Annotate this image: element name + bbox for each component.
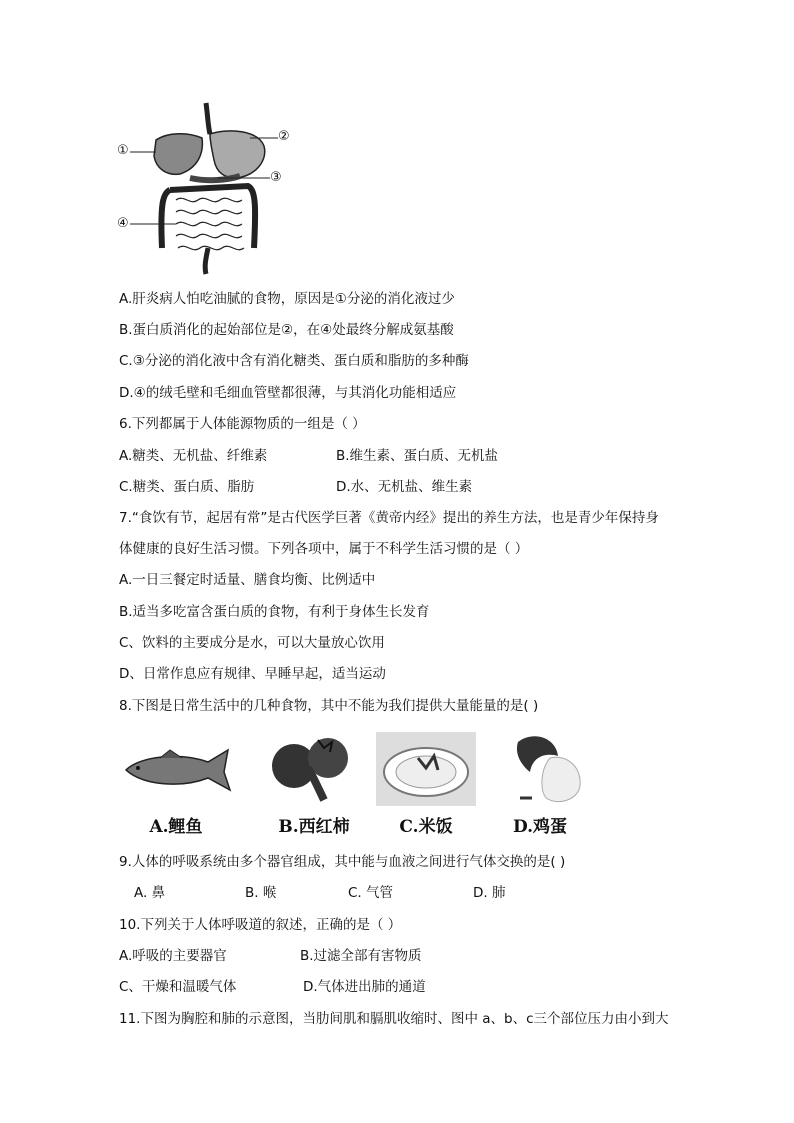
q7-option-b: B.适当多吃富含蛋白质的食物，有利于身体生长发育 [119,604,430,620]
q8-stem: 8.下图是日常生活中的几种食物，其中不能为我们提供大量能量的是( ) [119,698,539,714]
q10-stem: 10.下列关于人体呼吸道的叙述，正确的是（ ） [119,917,402,933]
food-carp [120,728,232,838]
label-4: ④ [117,216,129,231]
food-tomato [258,728,370,838]
rice-image [370,728,482,808]
q5-option-c: C.③分泌的消化液中含有消化糖类、蛋白质和脂肪的多种酶 [119,353,469,369]
q9-option-c: C. 气管 [348,885,394,901]
q6-option-d: D.水、无机盐、维生素 [336,479,473,495]
food-rice [370,728,482,838]
q5-option-d: D.④的绒毛壁和毛细血管壁都很薄，与其消化功能相适应 [119,385,457,401]
q9-option-a: A. 鼻 [134,885,166,901]
egg-image [484,728,596,808]
q10-option-c: C、干燥和温暖气体 [119,979,237,995]
q5-option-a: A.肝炎病人怕吃油腻的食物，原因是①分泌的消化液过少 [119,291,455,307]
q9-option-b: B. 喉 [245,885,277,901]
q6-stem: 6.下列都属于人体能源物质的一组是（ ） [119,416,366,432]
label-1: ① [117,143,129,158]
q7-option-c: C、饮料的主要成分是水，可以大量放心饮用 [119,635,385,651]
q7-stem-line1: 7.“食饮有节，起居有常”是古代医学巨著《黄帝内经》提出的养生方法，也是青少年保持身 [119,510,659,526]
q6-option-a: A.糖类、无机盐、纤维素 [119,448,268,464]
tomato-image [258,728,370,808]
q7-option-a: A.一日三餐定时适量、膳食均衡、比例适中 [119,572,376,588]
q10-option-d: D.气体进出肺的通道 [303,979,426,995]
digestive-system-diagram [118,98,298,278]
food-label-d: D.鸡蛋 [512,817,568,837]
q5-option-b: B.蛋白质消化的起始部位是②，在④处最终分解成氨基酸 [119,322,454,338]
q11-stem: 11.下图为胸腔和肺的示意图，当肋间肌和膈肌收缩时、图中 a、b、c三个部位压力由小到大 [119,1011,669,1027]
q9-option-d: D. 肺 [473,885,506,901]
q9-stem: 9.人体的呼吸系统由多个器官组成，其中能与血液之间进行气体交换的是( ) [119,854,566,870]
food-label-b: B.西红柿 [278,817,350,837]
food-label-c: C.米饭 [399,817,453,837]
q6-option-c: C.糖类、蛋白质、脂肪 [119,479,255,495]
label-3: ③ [270,170,282,185]
food-egg [484,728,596,838]
q7-option-d: D、日常作息应有规律、早睡早起，适当运动 [119,666,386,682]
carp-image [120,728,232,808]
q7-stem-line2: 体健康的良好生活习惯。下列各项中，属于不科学生活习惯的是（ ） [119,541,529,557]
q10-option-b: B.过滤全部有害物质 [300,948,422,964]
q10-option-a: A.呼吸的主要器官 [119,948,227,964]
label-2: ② [278,129,290,144]
q6-option-b: B.维生素、蛋白质、无机盐 [336,448,499,464]
food-label-a: A.鲤鱼 [149,817,203,837]
